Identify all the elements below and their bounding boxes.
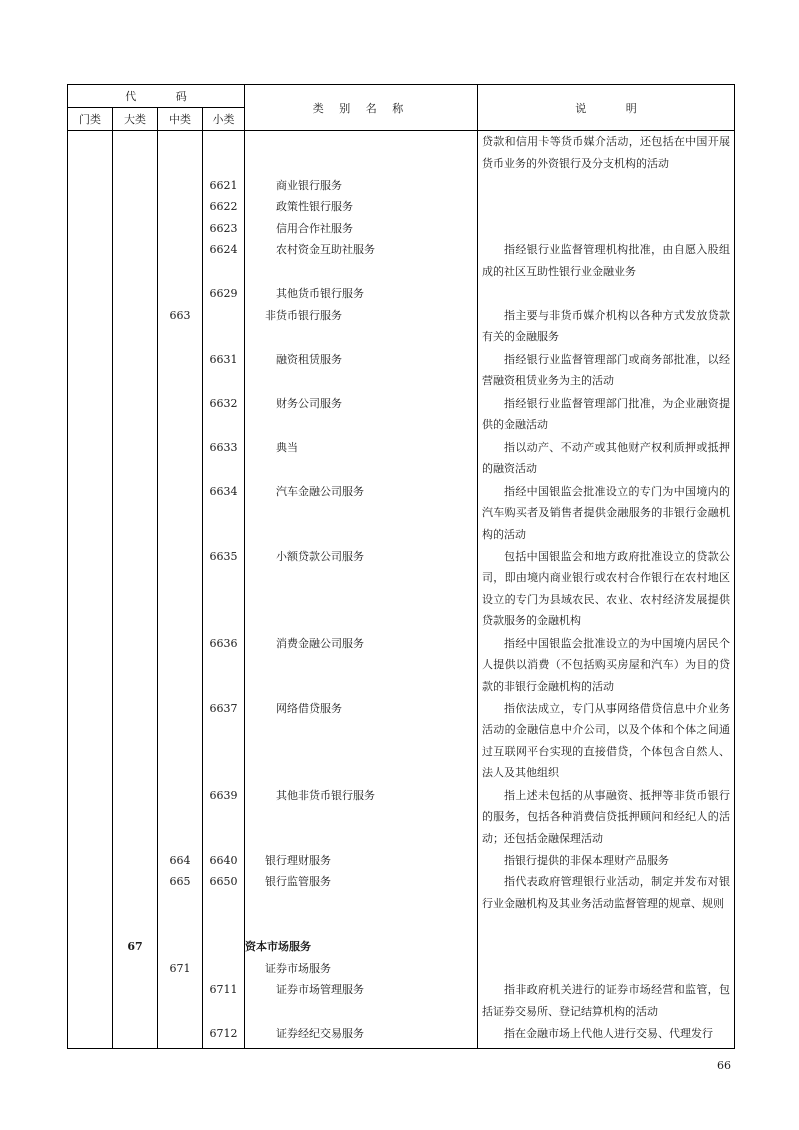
cell-name: 证券经纪交易服务 — [245, 1023, 478, 1048]
cell-major — [113, 218, 158, 240]
cell-minor: 6633 — [203, 437, 245, 481]
table-row — [68, 979, 735, 1023]
cell-medium: 663 — [158, 305, 203, 349]
cell-gate — [68, 131, 113, 175]
cell-minor — [203, 958, 245, 980]
cell-medium — [158, 546, 203, 633]
cell-name: 商业银行服务 — [245, 175, 478, 197]
cell-medium — [158, 785, 203, 850]
cell-description — [478, 196, 735, 218]
cell-major — [113, 546, 158, 633]
cell-name: 政策性银行服务 — [245, 196, 478, 218]
cell-medium — [158, 481, 203, 546]
cell-major — [113, 785, 158, 850]
cell-minor: 6622 — [203, 196, 245, 218]
cell-name: 其他非货币银行服务 — [245, 785, 478, 850]
cell-description: 包括中国银监会和地方政府批准设立的贷款公司，即由境内商业银行或农村合作银行在农村地区设立的专门为县域农民、农业、农村经济发展提供贷款服务的金融机构 — [478, 546, 735, 633]
table-row — [68, 437, 735, 481]
table-row — [68, 349, 735, 393]
cell-minor — [203, 936, 245, 958]
cell-description: 指经中国银监会批准设立的为中国境内居民个人提供以消费（不包括购买房屋和汽车）为目的贷款的非银行金融机构的活动 — [478, 633, 735, 698]
cell-minor: 6640 — [203, 850, 245, 872]
table-row — [68, 958, 735, 980]
cell-name: 农村资金互助社服务 — [245, 239, 478, 283]
cell-medium — [158, 936, 203, 958]
cell-major — [113, 871, 158, 936]
cell-description: 贷款和信用卡等货币媒介活动，还包括在中国开展货币业务的外资银行及分支机构的活动 — [478, 131, 735, 175]
cell-description: 指经银行业监督管理部门或商务部批准，以经营融资租赁业务为主的活动 — [478, 349, 735, 393]
cell-medium — [158, 437, 203, 481]
cell-description: 指依法成立，专门从事网络借贷信息中介业务活动的金融信息中介公司，以及个体和个体之间通过互联网平台实现的直接借贷，个体包含自然人、法人及其他组织 — [478, 698, 735, 785]
cell-medium — [158, 131, 203, 175]
cell-minor: 6634 — [203, 481, 245, 546]
cell-major — [113, 437, 158, 481]
cell-gate — [68, 958, 113, 980]
table-row — [68, 1023, 735, 1048]
cell-description: 指代表政府管理银行业活动，制定并发布对银行业金融机构及其业务活动监督管理的规章、规则 — [478, 871, 735, 936]
cell-minor: 6650 — [203, 871, 245, 936]
table-row — [68, 393, 735, 437]
classification-table — [67, 84, 735, 1049]
cell-name: 证券市场服务 — [245, 958, 478, 980]
cell-name: 非货币银行服务 — [245, 305, 478, 349]
cell-minor: 6711 — [203, 979, 245, 1023]
header-minor: 小类 — [203, 108, 245, 131]
table-row — [68, 239, 735, 283]
cell-minor: 6712 — [203, 1023, 245, 1048]
cell-gate — [68, 239, 113, 283]
cell-minor: 6632 — [203, 393, 245, 437]
cell-gate — [68, 196, 113, 218]
page-number: 66 — [717, 1059, 731, 1072]
cell-medium — [158, 979, 203, 1023]
table-row — [68, 305, 735, 349]
cell-minor: 6629 — [203, 283, 245, 305]
cell-gate — [68, 481, 113, 546]
cell-gate — [68, 850, 113, 872]
cell-gate — [68, 393, 113, 437]
table-row — [68, 871, 735, 936]
cell-major — [113, 175, 158, 197]
cell-gate — [68, 175, 113, 197]
cell-major — [113, 393, 158, 437]
table-row — [68, 481, 735, 546]
cell-major — [113, 979, 158, 1023]
cell-name: 其他货币银行服务 — [245, 283, 478, 305]
cell-name: 资本市场服务 — [245, 936, 478, 958]
cell-name: 银行理财服务 — [245, 850, 478, 872]
cell-minor: 6631 — [203, 349, 245, 393]
cell-description: 指以动产、不动产或其他财产权利质押或抵押的融资活动 — [478, 437, 735, 481]
cell-name: 证券市场管理服务 — [245, 979, 478, 1023]
cell-gate — [68, 633, 113, 698]
cell-name: 银行监管服务 — [245, 871, 478, 936]
cell-gate — [68, 546, 113, 633]
cell-gate — [68, 349, 113, 393]
cell-gate — [68, 979, 113, 1023]
cell-name: 汽车金融公司服务 — [245, 481, 478, 546]
table-row — [68, 175, 735, 197]
cell-gate — [68, 936, 113, 958]
cell-major — [113, 349, 158, 393]
cell-name: 融资租赁服务 — [245, 349, 478, 393]
cell-minor — [203, 305, 245, 349]
cell-description: 指经银行业监督管理机构批准，由自愿入股组成的社区互助性银行业金融业务 — [478, 239, 735, 283]
cell-medium — [158, 175, 203, 197]
cell-gate — [68, 871, 113, 936]
header-gate: 门类 — [68, 108, 113, 131]
cell-medium: 671 — [158, 958, 203, 980]
cell-major — [113, 283, 158, 305]
table-row — [68, 633, 735, 698]
cell-description — [478, 218, 735, 240]
cell-major — [113, 305, 158, 349]
cell-name: 信用合作社服务 — [245, 218, 478, 240]
cell-medium — [158, 196, 203, 218]
cell-gate — [68, 785, 113, 850]
cell-gate — [68, 1023, 113, 1048]
table-row — [68, 936, 735, 958]
cell-name: 财务公司服务 — [245, 393, 478, 437]
cell-minor — [203, 131, 245, 175]
cell-medium — [158, 1023, 203, 1048]
table-row — [68, 283, 735, 305]
cell-medium — [158, 283, 203, 305]
cell-minor: 6621 — [203, 175, 245, 197]
cell-name: 网络借贷服务 — [245, 698, 478, 785]
header-category-name: 类 别 名 称 — [245, 85, 478, 131]
header-major: 大类 — [113, 108, 158, 131]
header-description: 说 明 — [478, 85, 735, 131]
cell-name — [245, 131, 478, 175]
cell-description — [478, 283, 735, 305]
cell-name: 消费金融公司服务 — [245, 633, 478, 698]
cell-name: 典当 — [245, 437, 478, 481]
cell-name: 小额贷款公司服务 — [245, 546, 478, 633]
cell-gate — [68, 283, 113, 305]
cell-minor: 6637 — [203, 698, 245, 785]
cell-description: 指银行提供的非保本理财产品服务 — [478, 850, 735, 872]
cell-description — [478, 936, 735, 958]
table-row — [68, 196, 735, 218]
cell-description: 指在金融市场上代他人进行交易、代理发行 — [478, 1023, 735, 1048]
cell-medium — [158, 633, 203, 698]
cell-medium — [158, 393, 203, 437]
cell-gate — [68, 218, 113, 240]
cell-minor: 6624 — [203, 239, 245, 283]
cell-minor: 6635 — [203, 546, 245, 633]
cell-major — [113, 196, 158, 218]
cell-major — [113, 239, 158, 283]
cell-description: 指上述未包括的从事融资、抵押等非货币银行的服务，包括各种消费信贷抵押顾问和经纪人的活动；还包括金融保理活动 — [478, 785, 735, 850]
table-row — [68, 546, 735, 633]
table-row — [68, 131, 735, 175]
cell-medium — [158, 239, 203, 283]
cell-description: 指经中国银监会批准设立的专门为中国境内的汽车购买者及销售者提供金融服务的非银行金融机构的活动 — [478, 481, 735, 546]
header-medium: 中类 — [158, 108, 203, 131]
cell-major — [113, 481, 158, 546]
cell-gate — [68, 437, 113, 481]
table-body — [68, 131, 735, 1049]
cell-major — [113, 850, 158, 872]
cell-major — [113, 131, 158, 175]
cell-medium — [158, 349, 203, 393]
cell-description: 指非政府机关进行的证券市场经营和监管，包括证券交易所、登记结算机构的活动 — [478, 979, 735, 1023]
cell-medium: 665 — [158, 871, 203, 936]
cell-major — [113, 958, 158, 980]
table-row — [68, 785, 735, 850]
cell-major — [113, 633, 158, 698]
table-row — [68, 218, 735, 240]
cell-gate — [68, 698, 113, 785]
cell-minor: 6639 — [203, 785, 245, 850]
cell-description: 指经银行业监督管理部门批准，为企业融资提供的金融活动 — [478, 393, 735, 437]
cell-medium — [158, 698, 203, 785]
cell-description — [478, 175, 735, 197]
header-code: 代 码 — [68, 85, 245, 108]
cell-description — [478, 958, 735, 980]
cell-gate — [68, 305, 113, 349]
cell-major — [113, 1023, 158, 1048]
cell-description: 指主要与非货币媒介机构以各种方式发放贷款有关的金融服务 — [478, 305, 735, 349]
cell-medium: 664 — [158, 850, 203, 872]
cell-major — [113, 698, 158, 785]
cell-minor: 6623 — [203, 218, 245, 240]
table-row — [68, 698, 735, 785]
cell-minor: 6636 — [203, 633, 245, 698]
table-row — [68, 850, 735, 872]
cell-medium — [158, 218, 203, 240]
table-header — [68, 85, 735, 131]
cell-major: 67 — [113, 936, 158, 958]
